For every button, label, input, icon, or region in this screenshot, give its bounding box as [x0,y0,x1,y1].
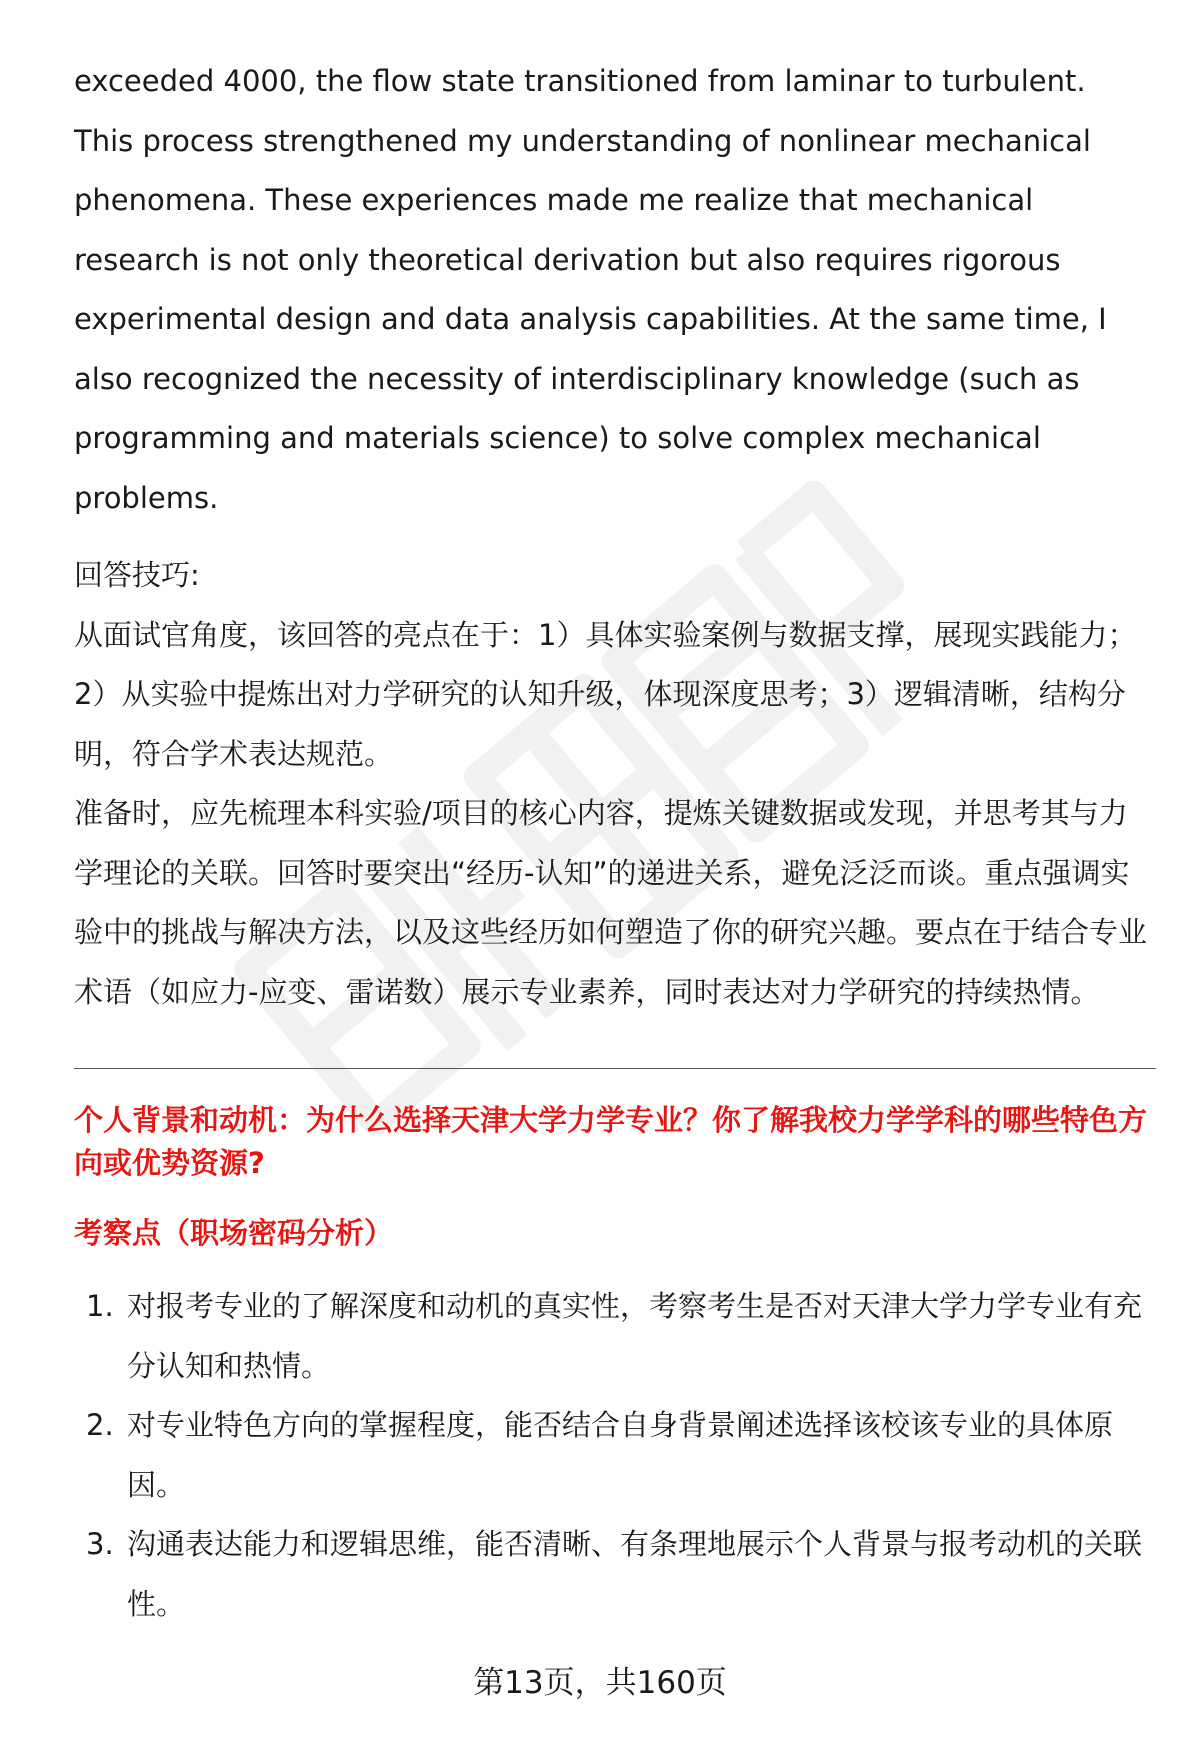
list-item-text: 沟通表达能力和逻辑思维，能否清晰、有条理地展示个人背景与报考动机的关联性。 [127,1527,1143,1621]
page-content [74,52,1154,1634]
english-answer-paragraph: exceeded 4000, the flow state transitioned from laminar to turbulent. This process strengthened my understanding of nonlinear mechanical phenomena. These experiences made me realize that mechanical research is not only theoretical derivation but also requires rigorous experimental design and data analysis capabilities. At the same time, I also recognized the necessity of interdisciplinary knowledge (such as programming and materials science) to solve complex mechanical problems. [74,64,1107,515]
list-item-text: 对专业特色方向的掌握程度，能否结合自身背景阐述选择该校该专业的具体原因。 [127,1408,1114,1502]
list-item [74,1396,1154,1515]
list-item-number: 2. [86,1408,114,1442]
list-item-number: 1. [86,1289,114,1323]
question-heading: 个人背景和动机：为什么选择天津大学力学专业？你了解我校力学学科的哪些特色方向或优势资源? [74,1103,1148,1180]
analysis-points-list [74,1277,1154,1634]
list-item [74,1515,1154,1634]
list-item-number: 3. [86,1527,114,1561]
page-number-footer: 第13页，共160页 [473,1665,727,1701]
section-divider [74,1068,1156,1069]
list-item-text: 对报考专业的了解深度和动机的真实性，考察考生是否对天津大学力学专业有充分认知和热情。 [127,1289,1143,1383]
tips-paragraph-2: 准备时，应先梳理本科实验/项目的核心内容，提炼关键数据或发现，并思考其与力学理论的关联。回答时要突出“经历-认知”的递进关系，避免泛泛而谈。重点强调实验中的挑战与解决方法，以及这些经历如何塑造了你的研究兴趣。要点在于结合专业术语（如应力-应变、雷诺数）展示专业素养，同时表达对力学研究的持续热情。 [74,796,1148,1009]
list-item [74,1277,1154,1396]
tips-label: 回答技巧: [74,558,200,592]
tips-paragraph-1: 从面试官角度，该回答的亮点在于：1）具体实验案例与数据支撑，展现实践能力；2）从实验中提炼出对力学研究的认知升级，体现深度思考；3）逻辑清晰，结构分明，符合学术表达规范。 [74,617,1137,771]
analysis-heading: 考察点（职场密码分析） [74,1216,394,1250]
